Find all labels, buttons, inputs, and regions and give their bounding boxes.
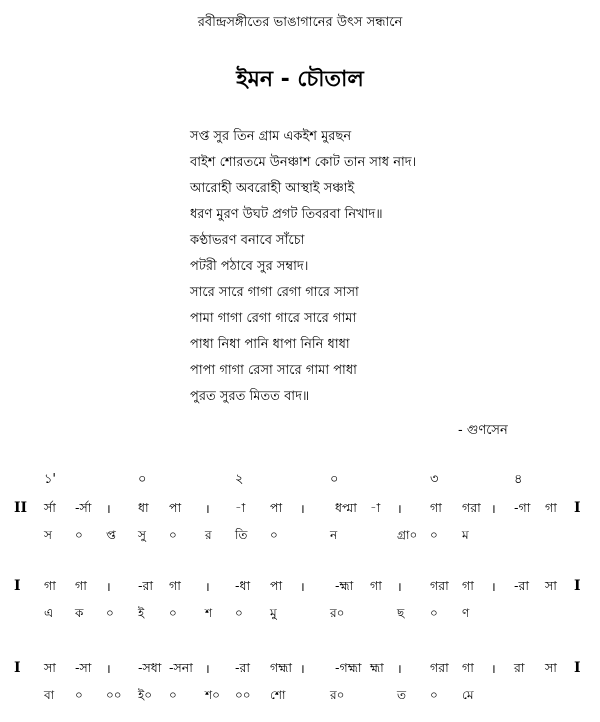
beat-divider: ।	[397, 579, 402, 594]
note-cell: রা	[514, 660, 525, 675]
verse-line: পামা গাগা রেগা গারে সারে গামা	[190, 311, 357, 326]
note-cell: পা	[169, 500, 182, 515]
lyric-syllable: ক	[75, 606, 84, 620]
note-cell: -হ্মা	[335, 578, 354, 593]
lyric-syllable: র	[205, 528, 212, 542]
verse-block	[190, 124, 570, 410]
bar-line-start: II	[14, 500, 28, 516]
beat-divider: ।	[205, 661, 210, 676]
beat-marker: ৪	[514, 472, 523, 487]
notation-row	[0, 652, 600, 712]
lyric-syllable: ন	[330, 528, 338, 542]
lyric-syllable: ০	[430, 688, 438, 702]
note-cell: র্সা	[44, 500, 56, 515]
verse-line: পটরী পঠাবে সুর সম্বাদ।	[190, 259, 309, 274]
note-cell: সা	[545, 660, 557, 675]
bar-line-start: I	[14, 660, 21, 676]
beat-divider: ।	[106, 579, 111, 594]
lyric-syllable: র০	[330, 606, 345, 620]
lyric-syllable: মু	[270, 606, 277, 620]
lyric-syllable: স	[44, 528, 52, 542]
lyric-syllable: ০	[169, 688, 177, 702]
note-cell: -গহ্মা	[335, 660, 362, 675]
lyric-syllable: প্ত	[106, 528, 116, 542]
beat-markers	[0, 470, 600, 492]
beat-marker: ০	[330, 472, 339, 487]
note-cell: গরা	[430, 578, 449, 593]
lyric-syllable: ০	[106, 606, 114, 620]
song-title: ইমন - চৌতাল	[236, 67, 364, 92]
beat-divider: ।	[300, 501, 305, 516]
beat-marker: ৩	[430, 472, 439, 487]
lyric-syllable: তি	[235, 528, 248, 542]
bar-line-end: I	[574, 500, 581, 516]
beat-divider: ।	[205, 579, 210, 594]
beat-divider: ।	[300, 579, 305, 594]
verse-line: পাপা গাগা রেসা সারে গামা পাধা	[190, 363, 357, 378]
lyric-syllable: ০	[270, 528, 278, 542]
note-cell: -রা	[138, 578, 154, 593]
lyric-syllable: ০০	[235, 688, 251, 702]
verse-line: পাধা নিধা পানি ধাপা নিনি ধাধা	[190, 337, 350, 352]
note-cell: গহ্মা	[270, 660, 292, 675]
verse-line: সপ্ত সুর তিন গ্রাম একইশ মুরছন	[190, 129, 352, 144]
note-cell: গা	[169, 578, 181, 593]
page-header: রবীন্দ্রসঙ্গীতের ভাঙাগানের উৎস সন্ধানে	[197, 15, 403, 30]
beat-divider: ।	[397, 501, 402, 516]
beat-divider: ।	[397, 661, 402, 676]
lyric-syllable: ম	[462, 528, 469, 542]
lyric-syllable: বা	[44, 688, 55, 702]
lyric-syllable: ০	[169, 606, 177, 620]
lyric-syllable: ০	[169, 528, 177, 542]
lyric-syllable: ০	[430, 528, 438, 542]
beat-divider: ।	[491, 579, 496, 594]
beat-divider: ।	[106, 661, 111, 676]
beat-divider: ।	[300, 661, 305, 676]
note-cell: -সধা	[138, 660, 162, 675]
note-cell: ধপ্মা	[335, 500, 357, 515]
beat-divider: ।	[491, 501, 496, 516]
verse-line: ধরণ মুরণ উঘট প্রগট তিবরবা নিখাদ॥	[190, 207, 383, 222]
lyric-syllable: শ০	[205, 688, 220, 702]
lyric-syllable: ০	[235, 606, 243, 620]
verse-line: কণ্ঠাভরণ বনাবে সাঁচো	[190, 233, 305, 248]
note-cell: -র্সা	[75, 500, 92, 515]
lyric-syllable: ছ	[397, 606, 405, 620]
verse-line: পুরত সুরত মিতত বাদ॥	[190, 389, 310, 404]
beat-marker: ২	[235, 472, 244, 487]
lyric-syllable: মে	[462, 688, 474, 702]
lyric-syllable: ণ	[462, 606, 470, 620]
note-cell: -া	[235, 500, 246, 515]
note-cell: গা	[44, 578, 56, 593]
note-cell: -ধা	[235, 578, 251, 593]
lyric-syllable: ০	[430, 606, 438, 620]
notation-row	[0, 492, 600, 552]
note-cell: গা	[370, 578, 382, 593]
lyric-syllable: ০	[75, 688, 83, 702]
note-cell: -সনা	[169, 660, 193, 675]
lyric-syllable: ই০	[138, 688, 153, 702]
bar-line-end: I	[574, 578, 581, 594]
verse-line: আরোহী অবরোহী আস্থাই সঞ্চাই	[190, 181, 355, 196]
author-credit: - গুণসেন	[458, 423, 508, 438]
note-cell: -া	[370, 500, 381, 515]
note-cell: -রা	[235, 660, 251, 675]
note-cell: -গা	[514, 500, 531, 515]
note-cell: গরা	[462, 500, 481, 515]
lyric-syllable: শো	[270, 688, 286, 702]
lyric-syllable: এ	[44, 606, 54, 620]
beat-divider: ।	[106, 501, 111, 516]
note-cell: ধা	[138, 500, 149, 515]
note-cell: গা	[430, 500, 442, 515]
lyric-syllable: সু	[138, 528, 146, 542]
lyric-syllable: গ্রা০	[397, 528, 418, 542]
lyric-syllable: ত	[397, 688, 407, 702]
lyric-syllable: ০০	[106, 688, 122, 702]
note-cell: -রা	[514, 578, 530, 593]
lyric-syllable: র০	[330, 688, 345, 702]
note-cell: পা	[270, 578, 283, 593]
notation-row	[0, 570, 600, 630]
verse-line: বাইশ শোরতমে উনঞ্চাশ কোট তান সাধ নাদ।	[190, 155, 417, 170]
beat-divider: ।	[491, 661, 496, 676]
bar-line-end: I	[574, 660, 581, 676]
beat-marker: ০	[138, 472, 147, 487]
note-cell: গা	[462, 578, 474, 593]
note-cell: গা	[75, 578, 87, 593]
lyric-syllable: ০	[75, 528, 83, 542]
note-cell: -সা	[75, 660, 92, 675]
note-cell: সা	[44, 660, 56, 675]
note-cell: গা	[545, 500, 557, 515]
bar-line-start: I	[14, 578, 21, 594]
lyric-syllable: শ	[205, 606, 213, 620]
note-cell: সা	[545, 578, 557, 593]
note-cell: গরা	[430, 660, 449, 675]
lyric-syllable: ই	[138, 606, 145, 620]
beat-marker: ১'	[44, 472, 57, 487]
verse-line: সারে সারে গাগা রেগা গারে সাসা	[190, 285, 359, 300]
note-cell: হ্মা	[370, 660, 384, 675]
note-cell: পা	[270, 500, 283, 515]
beat-divider: ।	[205, 501, 210, 516]
note-cell: গা	[462, 660, 474, 675]
